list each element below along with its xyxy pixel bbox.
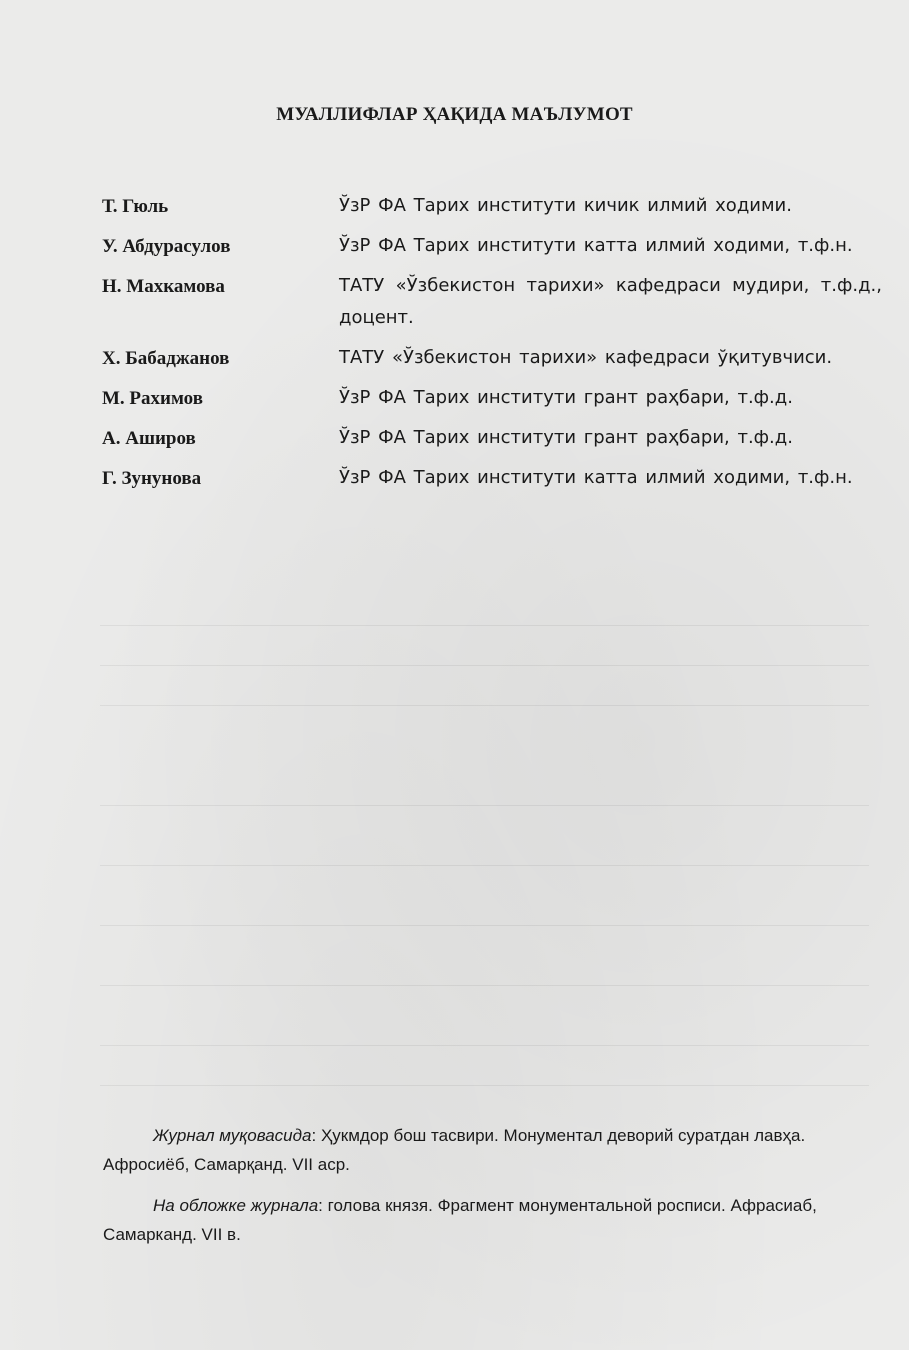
author-info: ТАТУ «Ўзбекистон тарихи» кафедраси ўқитувчиси. [339,347,833,368]
author-row [102,270,882,334]
bleed-through-line [100,1085,869,1086]
cover-caption-ru [103,1191,883,1249]
caption-text: : Ҳукмдор бош тасвири. Монументал деворий суратдан лавҳа. Афросиёб, Самарқанд. VII аср. [103,1126,806,1174]
author-name: М. Рахимов [102,388,203,409]
author-row [102,462,882,494]
bleed-through-line [100,985,869,986]
author-row [102,342,882,374]
author-info: ЎзР ФА Тарих институти кичик илмий ходими. [339,195,792,216]
bleed-through-line [100,1045,869,1046]
bleed-through-line [100,625,869,626]
author-name: Т. Гюль [102,196,169,217]
author-name: Х. Бабаджанов [102,348,230,369]
author-info: ЎзР ФА Тарих институти катта илмий ходими, т.ф.н. [339,235,853,256]
bleed-through-line [100,865,869,866]
cover-caption-uz [103,1121,883,1179]
bleed-through-line [100,805,869,806]
author-name: У. Абдурасулов [102,236,231,257]
author-info: ТАТУ «Ўзбекистон тарихи» кафедраси мудири, т.ф.д., доцент. [339,275,882,328]
author-name: Г. Зунунова [102,468,202,489]
author-name: А. Аширов [102,428,196,449]
author-row [102,230,882,262]
author-row [102,422,882,454]
caption-text: : голова князя. Фрагмент монументальной росписи. Афрасиаб, Самарканд. VII в. [103,1196,817,1244]
caption-lead: На обложке журнала [153,1196,319,1215]
authors-list [102,190,882,502]
author-row [102,190,882,222]
cover-captions [103,1121,883,1261]
author-info: ЎзР ФА Тарих институти катта илмий ходими, т.ф.н. [339,467,853,488]
caption-lead: Журнал муқовасида [153,1126,312,1145]
bleed-through-line [100,925,869,926]
page-title: МУАЛЛИФЛАР ҲАҚИДА МАЪЛУМОТ [276,104,633,125]
author-info: ЎзР ФА Тарих институти грант раҳбари, т.ф.д. [339,387,793,408]
author-row [102,382,882,414]
bleed-through-line [100,705,869,706]
bleed-through-line [100,665,869,666]
author-name: Н. Махкамова [102,276,225,297]
author-info: ЎзР ФА Тарих институти грант раҳбари, т.ф.д. [339,427,793,448]
